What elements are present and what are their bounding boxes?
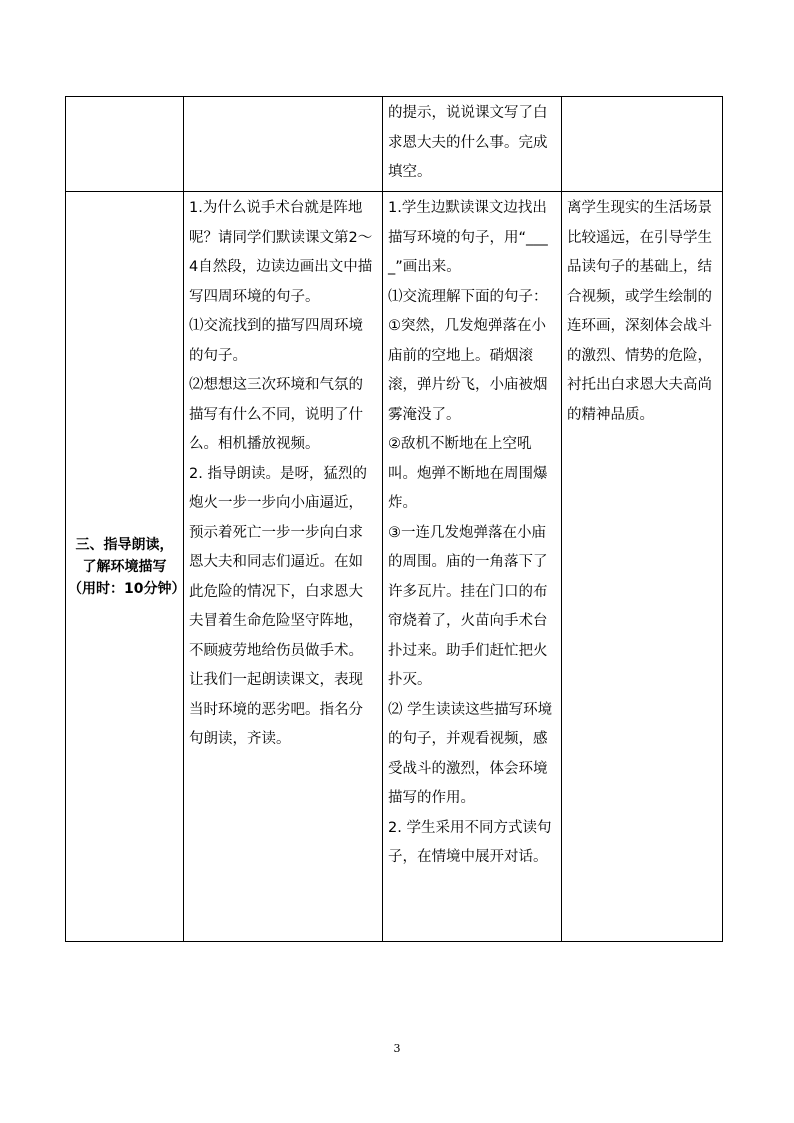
teacher-activity-cell <box>184 192 383 942</box>
student-paragraph: ②敌机不断地在上空吼叫。炮弹不断地在周围爆炸。 <box>388 436 548 511</box>
stage-cell-top <box>66 97 184 192</box>
student-activity-cell-top: 的提示，说说课文写了白求恩大夫的什么事。完成填空。 <box>383 97 562 192</box>
stage-cell <box>66 192 184 942</box>
student-activity-cell <box>383 192 562 942</box>
table-row <box>66 97 723 192</box>
teacher-paragraph: 1.为什么说手术台就是阵地呢？请同学们默读课文第2～4自然段，边读边画出文中描写四周环境的句子。 <box>189 200 373 305</box>
stage-title-line: 了解环境描写 <box>82 558 167 575</box>
student-paragraph: ⑴交流理解下面的句子：①突然，几发炮弹落在小庙前的空地上。硝烟滚滚，弹片纷飞，小庙被烟雾淹没了。 <box>388 288 548 423</box>
intent-paragraph: 离学生现实的生活场景比较遥远，在引导学生品读句子的基础上，结合视频，或学生绘制的连环画，深刻体会战斗的激烈、情势的危险，衬托出白求恩大夫高尚的精神品质。 <box>567 200 712 423</box>
teacher-paragraph: ⑴交流找到的描写四周环境的句子。 <box>189 318 363 364</box>
lesson-plan-table <box>65 96 723 942</box>
design-intent-cell <box>562 192 723 942</box>
design-intent-cell-top <box>562 97 723 192</box>
student-paragraph: ③一连几发炮弹落在小庙的周围。庙的一角落下了许多瓦片。挂在门口的布帘烧着了，火苗向手术台扑过来。助手们赶忙把火扑灭。 <box>388 524 548 688</box>
teacher-paragraph: 2. 指导朗读。是呀，猛烈的炮火一步一步向小庙逼近，预示着死亡一步一步向白求恩大夫和同志们逼近。在如此危险的情况下，白求恩大夫冒着生命危险坚守阵地，不顾疲劳地给伤员做手术。让我们一起朗读课文，表现当时环境的恶劣吧。指名分句朗读，齐读。 <box>189 465 367 747</box>
stage-duration: （用时：10分钟） <box>68 580 186 597</box>
page-number: 3 <box>393 1042 401 1055</box>
student-paragraph: 2. 学生采用不同方式读句子，在情境中展开对话。 <box>388 819 552 865</box>
student-paragraph: ⑵ 学生读读这些描写环境的句子，并观看视频，感受战斗的激烈，体会环境描写的作用。 <box>388 701 553 806</box>
student-paragraph: 1.学生边默读课文边找出描写环境的句子，用“____”画出来。 <box>388 200 548 275</box>
teacher-activity-cell-top <box>184 97 383 192</box>
stage-title-line: 三、指导朗读， <box>75 536 174 553</box>
teacher-paragraph: ⑵想想这三次环境和气氛的描写有什么不同，说明了什么。相机播放视频。 <box>189 377 363 452</box>
table-row <box>66 192 723 942</box>
